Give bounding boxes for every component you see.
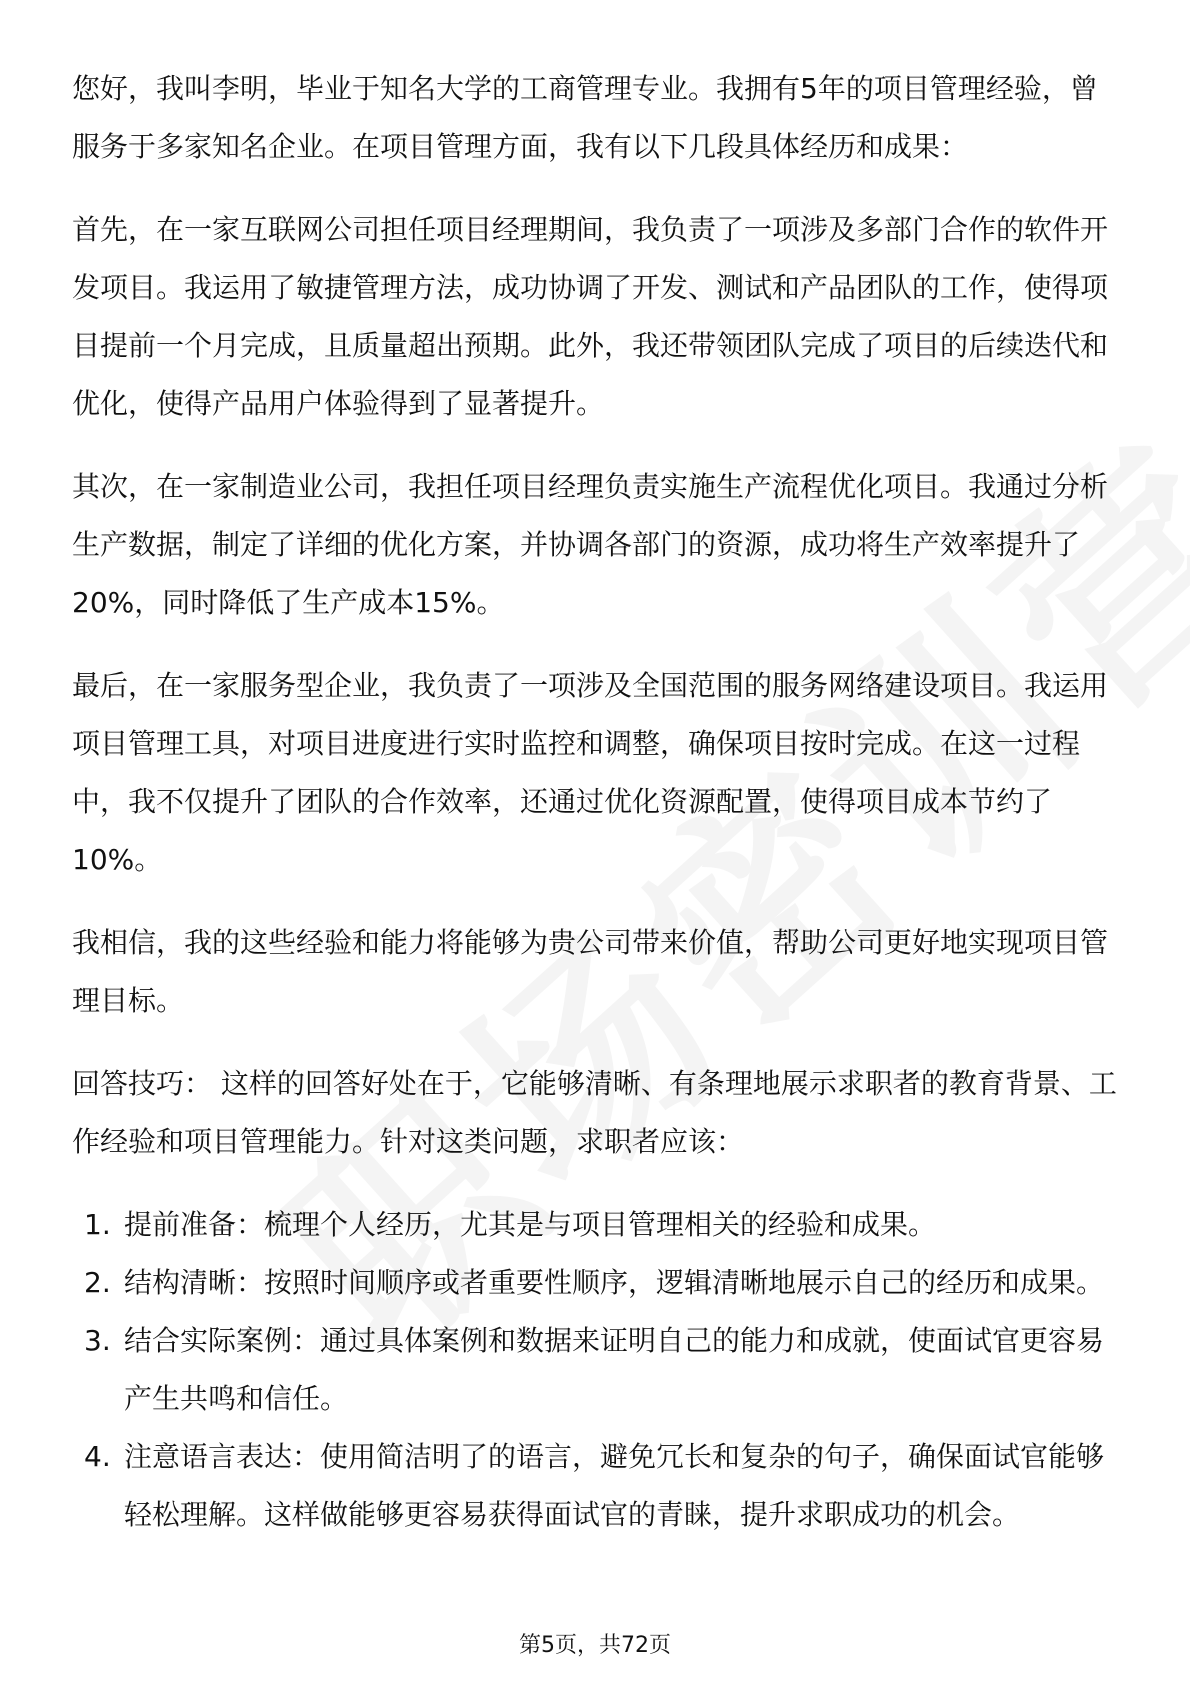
list-item: [72, 1196, 1117, 1254]
list-number: 2.: [84, 1266, 111, 1299]
document-body: [72, 60, 1117, 1544]
paragraph-intro: 您好，我叫李明，毕业于知名大学的工商管理专业。我拥有5年的项目管理经验，曾服务于多家知名企业。在项目管理方面，我有以下几段具体经历和成果：: [72, 72, 1098, 163]
list-text: 结构清晰：按照时间顺序或者重要性顺序，逻辑清晰地展示自己的经历和成果。: [124, 1266, 1105, 1299]
list-number: 3.: [84, 1324, 111, 1357]
list-text: 提前准备：梳理个人经历，尤其是与项目管理相关的经验和成果。: [124, 1208, 937, 1241]
paragraph-experience-1: 首先，在一家互联网公司担任项目经理期间，我负责了一项涉及多部门合作的软件开发项目。我运用了敏捷管理方法，成功协调了开发、测试和产品团队的工作，使得项目提前一个月完成，且质量超出预期。此外，我还带领团队完成了项目的后续迭代和优化，使得产品用户体验得到了显著提升。: [72, 213, 1109, 420]
paragraph-tips-intro: 回答技巧： 这样的回答好处在于，它能够清晰、有条理地展示求职者的教育背景、工作经验和项目管理能力。针对这类问题，求职者应该：: [72, 1067, 1117, 1158]
list-item: [72, 1428, 1117, 1544]
list-item: [72, 1312, 1117, 1428]
list-text: 注意语言表达：使用简洁明了的语言，避免冗长和复杂的句子，确保面试官能够轻松理解。这样做能够更容易获得面试官的青睐，提升求职成功的机会。: [124, 1440, 1105, 1531]
list-item: [72, 1254, 1117, 1312]
paragraph-experience-3: 最后，在一家服务型企业，我负责了一项涉及全国范围的服务网络建设项目。我运用项目管理工具，对项目进度进行实时监控和调整，确保项目按时完成。在这一过程中，我不仅提升了团队的合作效率，还通过优化资源配置，使得项目成本节约了10%。: [72, 669, 1109, 876]
page-footer: 第5页，共72页: [519, 1633, 671, 1658]
list-number: 4.: [84, 1440, 111, 1473]
paragraph-conclusion: 我相信，我的这些经验和能力将能够为贵公司带来价值，帮助公司更好地实现项目管理目标。: [72, 926, 1109, 1017]
list-number: 1.: [84, 1208, 111, 1241]
tips-list: [72, 1196, 1117, 1544]
paragraph-experience-2: 其次，在一家制造业公司，我担任项目经理负责实施生产流程优化项目。我通过分析生产数据，制定了详细的优化方案，并协调各部门的资源，成功将生产效率提升了20%，同时降低了生产成本15%。: [72, 470, 1109, 619]
list-text: 结合实际案例：通过具体案例和数据来证明自己的能力和成就，使面试官更容易产生共鸣和信任。: [124, 1324, 1105, 1415]
